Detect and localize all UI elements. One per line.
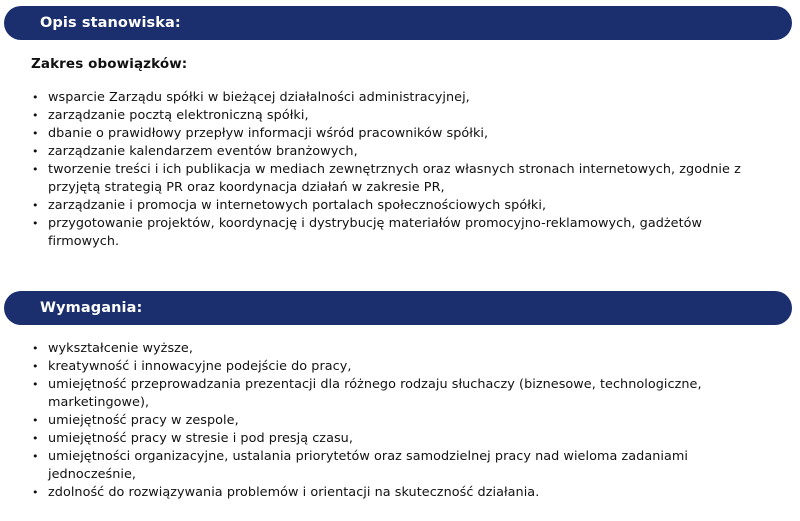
bullet-icon: •	[32, 486, 39, 499]
bullet-icon: •	[32, 199, 39, 212]
requirement-text: umiejętności organizacyjne, ustalania priorytetów oraz samodzielnej pracy nad wieloma zadaniami jednocześnie,	[48, 449, 688, 482]
duties-subheading: Zakres obowiązków:	[31, 56, 188, 72]
list-item	[30, 376, 770, 412]
duties-list	[30, 89, 770, 251]
bullet-icon: •	[32, 342, 39, 355]
list-item	[30, 107, 770, 125]
requirements-list	[30, 340, 770, 502]
list-item	[30, 430, 770, 448]
bullet-icon: •	[32, 217, 39, 230]
list-item	[30, 89, 770, 107]
duty-text: zarządzanie kalendarzem eventów branżowych,	[48, 144, 358, 159]
bullet-icon: •	[32, 378, 39, 391]
bullet-icon: •	[32, 145, 39, 158]
requirements-title: Wymagania:	[40, 300, 143, 316]
list-item	[30, 358, 770, 376]
bullet-icon: •	[32, 360, 39, 373]
duty-text: zarządzanie pocztą elektroniczną spółki,	[48, 108, 309, 123]
bullet-icon: •	[32, 163, 39, 176]
list-item	[30, 143, 770, 161]
list-item	[30, 448, 770, 484]
job-description-header	[4, 6, 792, 40]
requirement-text: kreatywność i innowacyjne podejście do pracy,	[48, 359, 352, 374]
duty-text: tworzenie treści i ich publikacja w mediach zewnętrznych oraz własnych stronach internetowych, zgodnie z przyjętą strategią PR oraz koordynacja działań w zakresie PR,	[48, 162, 741, 195]
bullet-icon: •	[32, 91, 39, 104]
duty-text: wsparcie Zarządu spółki w bieżącej działalności administracyjnej,	[48, 90, 470, 105]
bullet-icon: •	[32, 414, 39, 427]
list-item	[30, 340, 770, 358]
list-item	[30, 484, 770, 502]
list-item	[30, 161, 770, 197]
bullet-icon: •	[32, 109, 39, 122]
requirement-text: umiejętność przeprowadzania prezentacji dla różnego rodzaju słuchaczy (biznesowe, technologiczne, marketingowe),	[48, 377, 702, 410]
requirement-text: umiejętność pracy w stresie i pod presją czasu,	[48, 431, 353, 446]
requirements-header	[4, 291, 792, 325]
list-item	[30, 197, 770, 215]
job-description-title: Opis stanowiska:	[40, 15, 181, 31]
list-item	[30, 412, 770, 430]
bullet-icon: •	[32, 127, 39, 140]
duty-text: przygotowanie projektów, koordynację i dystrybucję materiałów promocyjno-reklamowych, gadżetów firmowych.	[48, 216, 703, 249]
bullet-icon: •	[32, 450, 39, 463]
duty-text: dbanie o prawidłowy przepływ informacji wśród pracowników spółki,	[48, 126, 489, 141]
bullet-icon: •	[32, 432, 39, 445]
requirement-text: wykształcenie wyższe,	[48, 341, 193, 356]
duty-text: zarządzanie i promocja w internetowych portalach społecznościowych spółki,	[48, 198, 547, 213]
requirement-text: umiejętność pracy w zespole,	[48, 413, 239, 428]
list-item	[30, 125, 770, 143]
list-item	[30, 215, 770, 251]
requirement-text: zdolność do rozwiązywania problemów i orientacji na skuteczność działania.	[48, 485, 540, 500]
